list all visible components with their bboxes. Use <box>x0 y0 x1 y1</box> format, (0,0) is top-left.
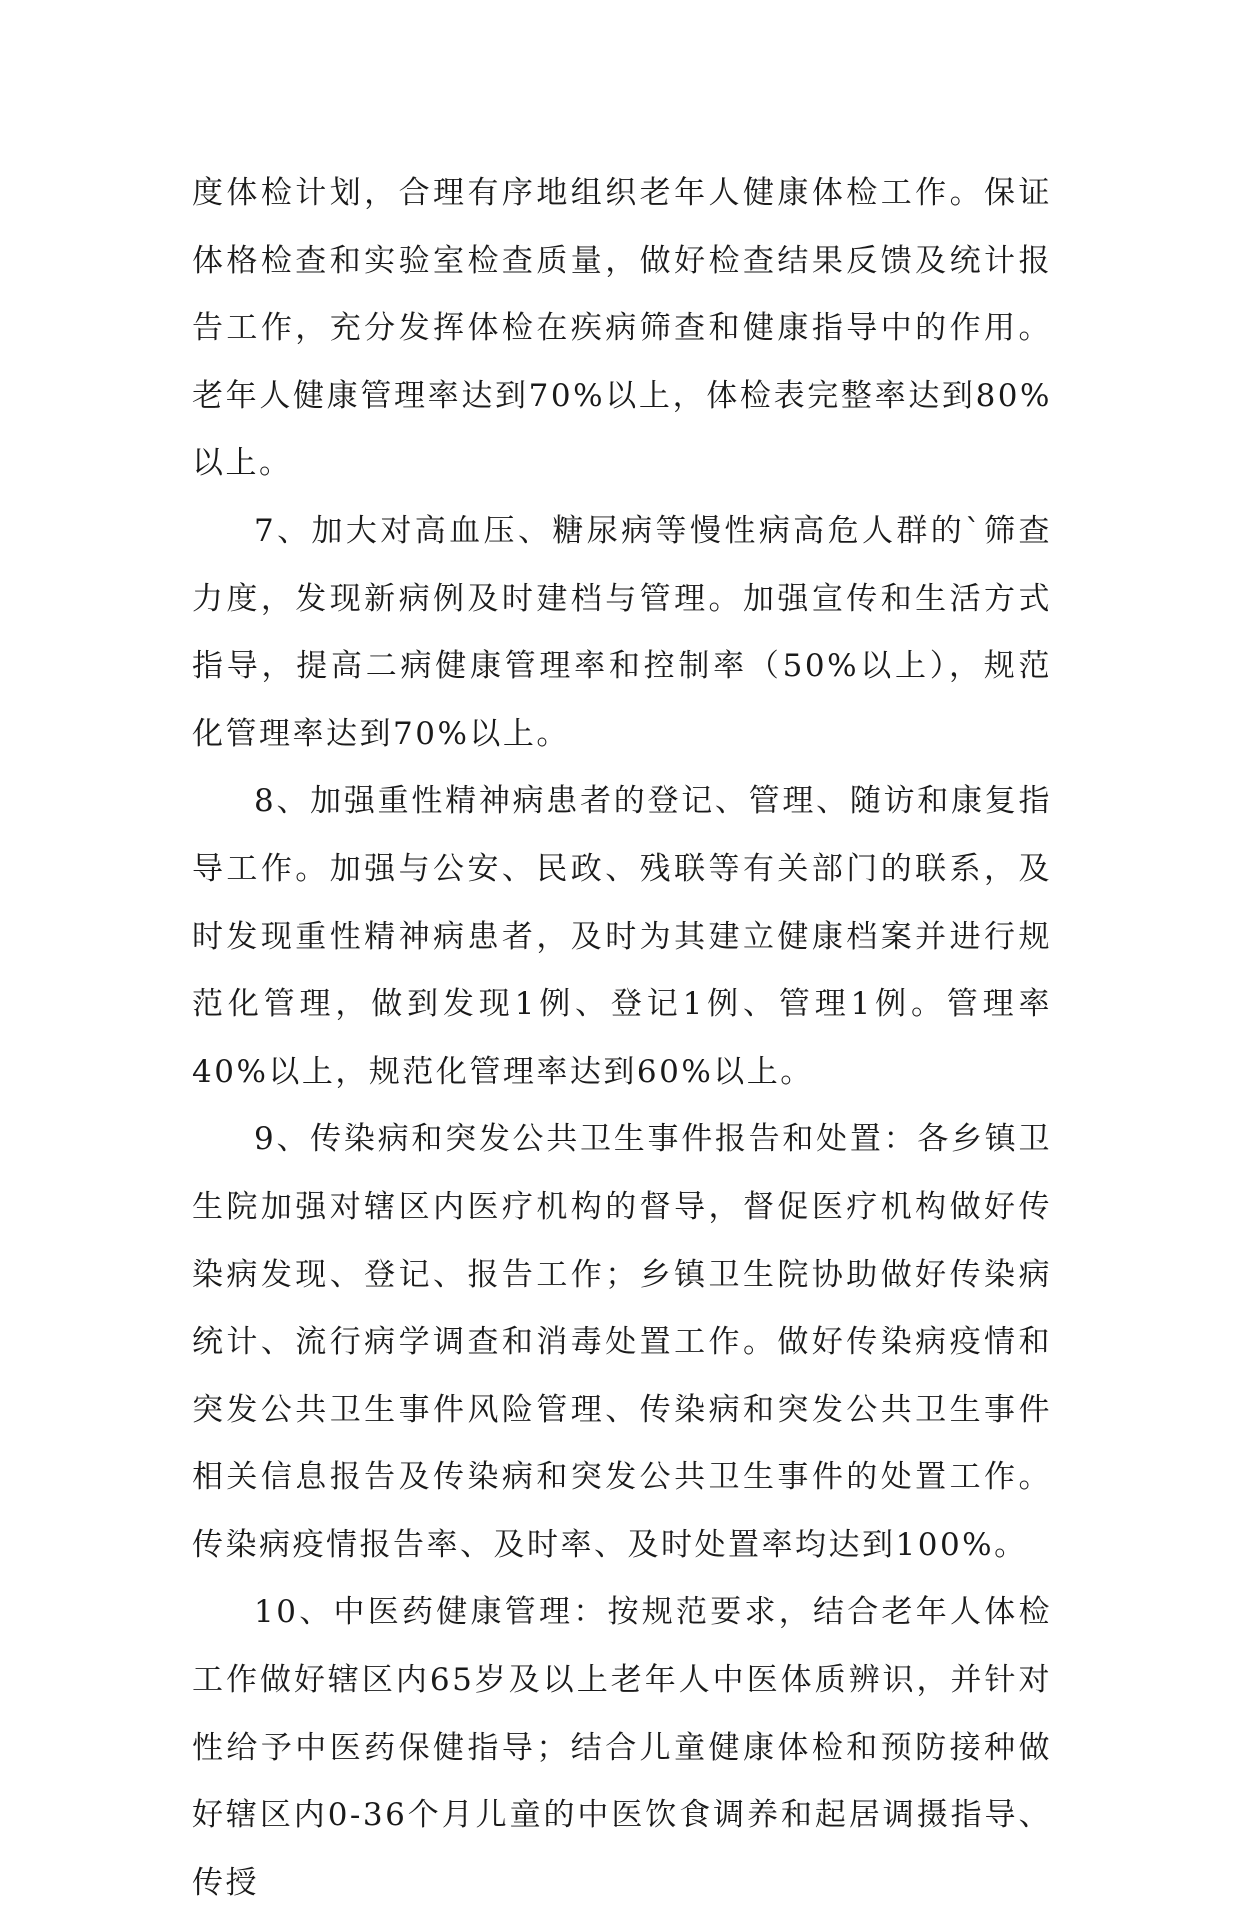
paragraph-item-8: 8、加强重性精神病患者的登记、管理、随访和康复指导工作。加强与公安、民政、残联等有关部门的联系，及时发现重性精神病患者，及时为其建立健康档案并进行规范化管理，做到发现1例、登记1例、管理1例。管理率40%以上，规范化管理率达到60%以上。 <box>192 783 1052 1090</box>
paragraph-continuation: 度体检计划，合理有序地组织老年人健康体检工作。保证体格检查和实验室检查质量，做好检查结果反馈及统计报告工作，充分发挥体检在疾病筛查和健康指导中的作用。老年人健康管理率达到70%以上，体检表完整率达到80%以上。 <box>192 175 1052 482</box>
document-body <box>192 160 1052 1917</box>
paragraph-item-7: 7、加大对高血压、糖尿病等慢性病高危人群的`筛查力度，发现新病例及时建档与管理。加强宣传和生活方式指导，提高二病健康管理率和控制率（50%以上），规范化管理率达到70%以上。 <box>192 512 1052 752</box>
paragraph-item-10: 10、中医药健康管理：按规范要求，结合老年人体检工作做好辖区内65岁及以上老年人中医体质辨识，并针对性给予中医药保健指导；结合儿童健康体检和预防接种做好辖区内0-36个月儿童的中医饮食调养和起居调摄指导、传授 <box>192 1594 1052 1901</box>
paragraph-item-9: 9、传染病和突发公共卫生事件报告和处置：各乡镇卫生院加强对辖区内医疗机构的督导，督促医疗机构做好传染病发现、登记、报告工作；乡镇卫生院协助做好传染病统计、流行病学调查和消毒处置工作。做好传染病疫情和突发公共卫生事件风险管理、传染病和突发公共卫生事件相关信息报告及传染病和突发公共卫生事件的处置工作。传染病疫情报告率、及时率、及时处置率均达到100%。 <box>192 1121 1052 1563</box>
